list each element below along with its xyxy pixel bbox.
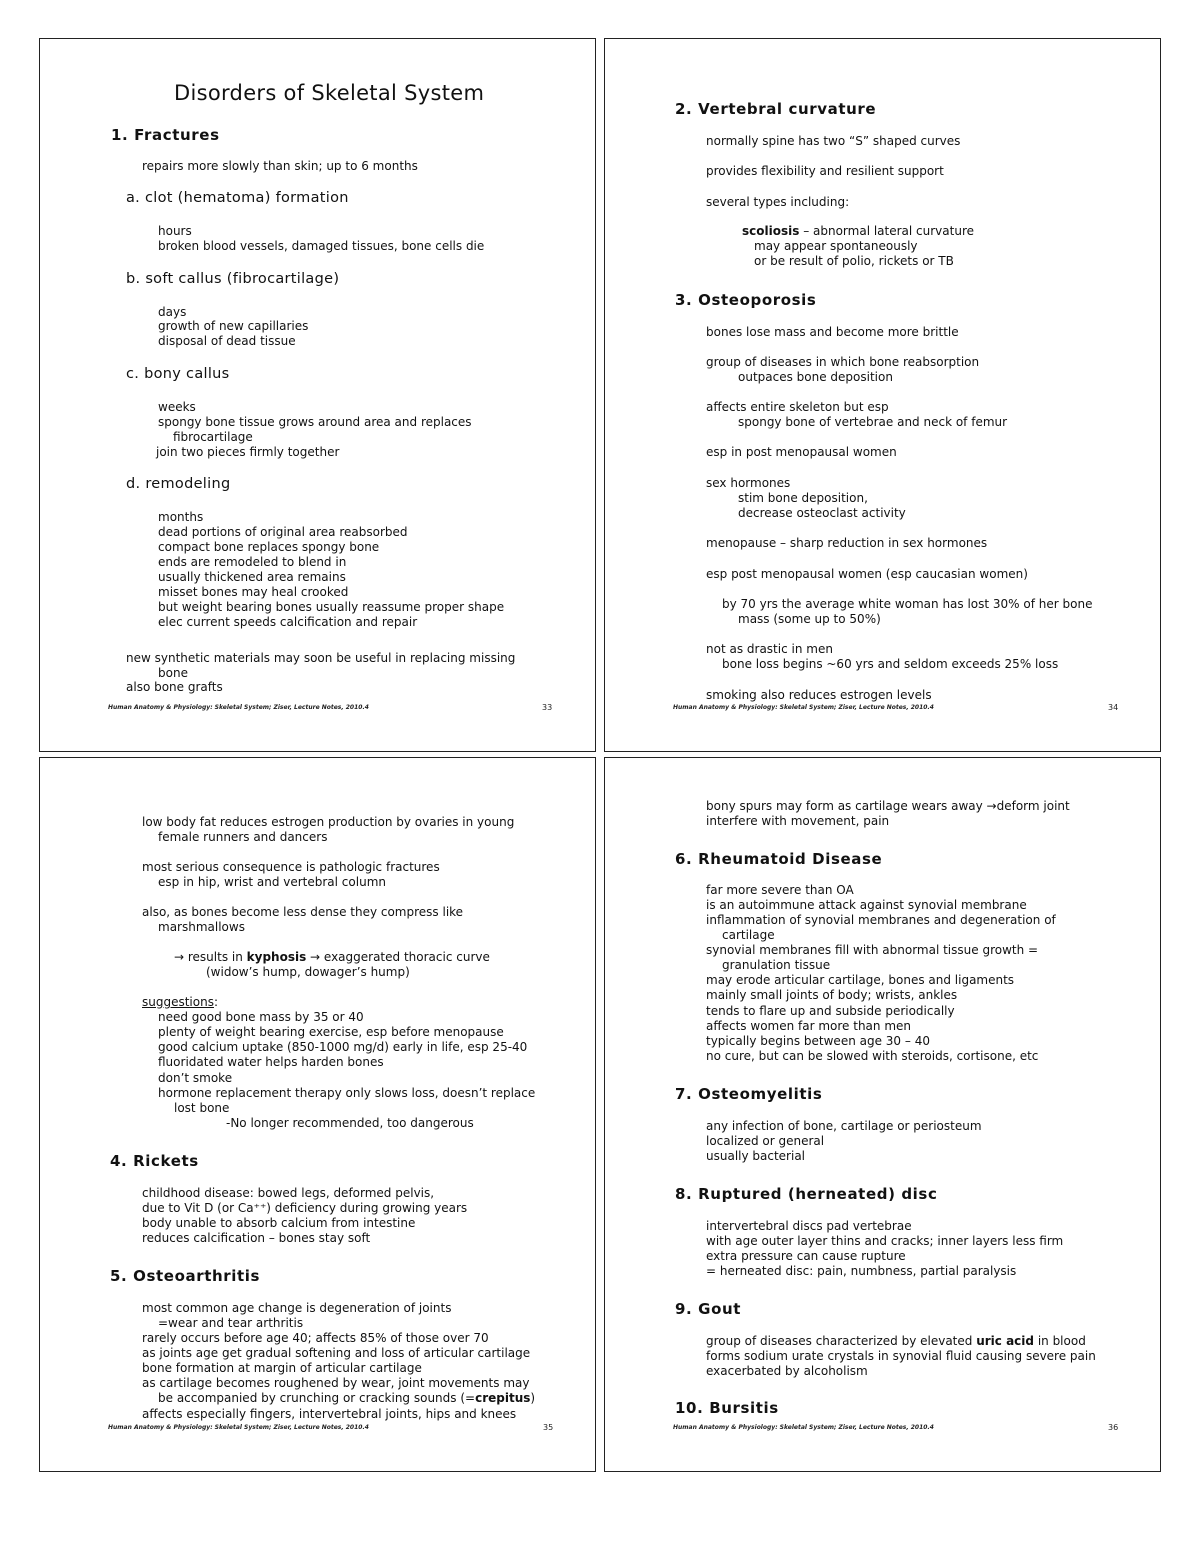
slide-page-36 xyxy=(604,757,1161,1472)
suggestions-text: suggestions xyxy=(142,995,214,1009)
body-text: marshmallows xyxy=(158,920,245,934)
text-after: ) xyxy=(530,1391,536,1405)
body-text: normally spine has two “S” shaped curves xyxy=(706,134,961,148)
term-kyphosis: kyphosis xyxy=(246,950,307,964)
slide-page-35 xyxy=(39,757,596,1472)
term-uric-acid: uric acid xyxy=(976,1334,1034,1348)
body-text: forms sodium urate crystals in synovial fluid causing severe pain xyxy=(706,1349,1096,1363)
body-text: bone xyxy=(158,666,188,680)
section-heading-fractures: 1. Fractures xyxy=(111,126,220,144)
body-text: as joints age get gradual softening and loss of articular cartilage xyxy=(142,1346,531,1360)
subheading-d: d. remodeling xyxy=(126,476,231,492)
body-text: outpaces bone deposition xyxy=(738,370,893,384)
body-text: (widow’s hump, dowager’s hump) xyxy=(206,965,410,979)
section-heading-gout: 9. Gout xyxy=(675,1300,742,1318)
body-text: esp in hip, wrist and vertebral column xyxy=(158,875,386,889)
section-heading-osteoporosis: 3. Osteoporosis xyxy=(675,291,817,309)
body-text: stim bone deposition, xyxy=(738,491,868,505)
body-text: fibrocartilage xyxy=(173,430,253,444)
term-crepitus: crepitus xyxy=(475,1391,531,1405)
subheading-c: c. bony callus xyxy=(126,366,230,382)
body-text: smoking also reduces estrogen levels xyxy=(706,688,932,702)
body-text: = herneated disc: pain, numbness, partial paralysis xyxy=(706,1264,1017,1278)
body-text: granulation tissue xyxy=(722,958,831,972)
section-heading-osteomyelitis: 7. Osteomyelitis xyxy=(675,1085,823,1103)
definition: → exaggerated thoracic curve xyxy=(306,950,490,964)
body-text: as cartilage becomes roughened by wear, joint movements may xyxy=(142,1376,530,1390)
body-text: rarely occurs before age 40; affects 85% of those over 70 xyxy=(142,1331,489,1345)
body-text: weeks xyxy=(158,400,196,414)
section-heading-vertebral-curvature: 2. Vertebral curvature xyxy=(675,100,877,118)
body-text: decrease osteoclast activity xyxy=(738,506,906,520)
body-text: no cure, but can be slowed with steroids, cortisone, etc xyxy=(706,1049,1039,1063)
body-text: spongy bone tissue grows around area and replaces xyxy=(158,415,472,429)
body-text: sex hormones xyxy=(706,476,791,490)
page-number: 34 xyxy=(1108,703,1119,712)
section-heading-osteoarthritis: 5. Osteoarthritis xyxy=(110,1267,261,1285)
body-text: menopause – sharp reduction in sex hormones xyxy=(706,536,988,550)
body-text: female runners and dancers xyxy=(158,830,328,844)
section-heading-rheumatoid-disease: 6. Rheumatoid Disease xyxy=(675,850,883,868)
body-text: mainly small joints of body; wrists, ankles xyxy=(706,988,958,1002)
colon: : xyxy=(213,995,219,1009)
body-text: usually bacterial xyxy=(706,1149,806,1163)
body-text: affects entire skeleton but esp xyxy=(706,400,889,414)
body-text: by 70 yrs the average white woman has lost 30% of her bone xyxy=(722,597,1093,611)
body-text: bone formation at margin of articular cartilage xyxy=(142,1361,422,1375)
body-text-scoliosis xyxy=(742,224,974,239)
body-text: disposal of dead tissue xyxy=(158,334,296,348)
body-text: growth of new capillaries xyxy=(158,319,309,333)
body-text: childhood disease: bowed legs, deformed pelvis, xyxy=(142,1186,435,1200)
body-text: dead portions of original area reabsorbed xyxy=(158,525,408,539)
body-text: any infection of bone, cartilage or periosteum xyxy=(706,1119,982,1133)
body-text: may erode articular cartilage, bones and ligaments xyxy=(706,973,1015,987)
body-text: repairs more slowly than skin; up to 6 months xyxy=(142,159,418,173)
body-text: bones lose mass and become more brittle xyxy=(706,325,959,339)
body-text: interfere with movement, pain xyxy=(706,814,890,828)
body-text: synovial membranes fill with abnormal tissue growth = xyxy=(706,943,1039,957)
body-text: typically begins between age 30 – 40 xyxy=(706,1034,930,1048)
body-text: days xyxy=(158,305,187,319)
footer-citation: Human Anatomy & Physiology: Skeletal System; Ziser, Lecture Notes, 2010.4 xyxy=(673,1424,934,1431)
body-text: most common age change is degeneration of joints xyxy=(142,1301,452,1315)
body-text: due to Vit D (or Ca⁺⁺) deficiency during growing years xyxy=(142,1201,468,1215)
body-text: tends to flare up and subside periodically xyxy=(706,1004,955,1018)
body-text: also, as bones become less dense they compress like xyxy=(142,905,464,919)
body-text: =wear and tear arthritis xyxy=(158,1316,304,1330)
body-text: affects especially fingers, intervertebral joints, hips and knees xyxy=(142,1407,517,1421)
body-text: need good bone mass by 35 or 40 xyxy=(158,1010,364,1024)
body-text: misset bones may heal crooked xyxy=(158,585,349,599)
body-text-gout xyxy=(706,1334,1086,1349)
body-text: -No longer recommended, too dangerous xyxy=(226,1116,474,1130)
definition: – abnormal lateral curvature xyxy=(799,224,975,238)
body-text-kyphosis xyxy=(174,950,490,965)
body-text: hormone replacement therapy only slows loss, doesn’t replace xyxy=(158,1086,536,1100)
body-text: broken blood vessels, damaged tissues, bone cells die xyxy=(158,239,485,253)
slide-page-33 xyxy=(39,38,596,752)
body-text: mass (some up to 50%) xyxy=(738,612,881,626)
body-text: with age outer layer thins and cracks; inner layers less firm xyxy=(706,1234,1064,1248)
body-text: extra pressure can cause rupture xyxy=(706,1249,906,1263)
body-text: bony spurs may form as cartilage wears away →deform joint xyxy=(706,799,1070,813)
text-before: group of diseases characterized by elevated xyxy=(706,1334,977,1348)
body-text: inflammation of synovial membranes and degeneration of xyxy=(706,913,1056,927)
suggestions-label xyxy=(142,995,218,1010)
footer-citation: Human Anatomy & Physiology: Skeletal System; Ziser, Lecture Notes, 2010.4 xyxy=(108,1424,369,1431)
body-text: low body fat reduces estrogen production by ovaries in young xyxy=(142,815,515,829)
arrow-text: → results in xyxy=(174,950,247,964)
footer-citation: Human Anatomy & Physiology: Skeletal System; Ziser, Lecture Notes, 2010.4 xyxy=(108,704,369,711)
slide-page-34 xyxy=(604,38,1161,752)
body-text: ends are remodeled to blend in xyxy=(158,555,347,569)
page-number: 33 xyxy=(542,703,553,712)
body-text: plenty of weight bearing exercise, esp before menopause xyxy=(158,1025,504,1039)
body-text: reduces calcification – bones stay soft xyxy=(142,1231,371,1245)
body-text: hours xyxy=(158,224,192,238)
body-text: or be result of polio, rickets or TB xyxy=(754,254,954,268)
term-scoliosis: scoliosis xyxy=(742,224,800,238)
body-text: but weight bearing bones usually reassume proper shape xyxy=(158,600,505,614)
body-text: months xyxy=(158,510,204,524)
footer-citation: Human Anatomy & Physiology: Skeletal System; Ziser, Lecture Notes, 2010.4 xyxy=(673,704,934,711)
body-text-crepitus xyxy=(158,1391,535,1406)
body-text: far more severe than OA xyxy=(706,883,854,897)
section-heading-ruptured-disc: 8. Ruptured (herneated) disc xyxy=(675,1185,938,1203)
subheading-a: a. clot (hematoma) formation xyxy=(126,190,349,206)
body-text: new synthetic materials may soon be useful in replacing missing xyxy=(126,651,516,665)
body-text: compact bone replaces spongy bone xyxy=(158,540,380,554)
body-text: bone loss begins ~60 yrs and seldom exceeds 25% loss xyxy=(722,657,1059,671)
section-heading-rickets: 4. Rickets xyxy=(110,1152,199,1170)
text-before: be accompanied by crunching or cracking sounds (= xyxy=(158,1391,476,1405)
body-text: is an autoimmune attack against synovial membrane xyxy=(706,898,1027,912)
body-text: provides flexibility and resilient support xyxy=(706,164,944,178)
text-after: in blood xyxy=(1034,1334,1086,1348)
body-text: exacerbated by alcoholism xyxy=(706,1364,868,1378)
body-text: esp in post menopausal women xyxy=(706,445,897,459)
body-text: affects women far more than men xyxy=(706,1019,912,1033)
body-text: don’t smoke xyxy=(158,1071,233,1085)
body-text: most serious consequence is pathologic fractures xyxy=(142,860,440,874)
body-text: group of diseases in which bone reabsorption xyxy=(706,355,980,369)
page-number: 36 xyxy=(1108,1423,1119,1432)
body-text: elec current speeds calcification and repair xyxy=(158,615,418,629)
body-text: lost bone xyxy=(174,1101,230,1115)
body-text: also bone grafts xyxy=(126,680,223,694)
body-text: not as drastic in men xyxy=(706,642,833,656)
section-heading-bursitis: 10. Bursitis xyxy=(675,1399,779,1417)
body-text: may appear spontaneously xyxy=(754,239,918,253)
body-text: good calcium uptake (850-1000 mg/d) early in life, esp 25-40 xyxy=(158,1040,528,1054)
page-number: 35 xyxy=(543,1423,554,1432)
page-title: Disorders of Skeletal System xyxy=(174,81,485,105)
body-text: intervertebral discs pad vertebrae xyxy=(706,1219,912,1233)
body-text: usually thickened area remains xyxy=(158,570,346,584)
body-text: body unable to absorb calcium from intestine xyxy=(142,1216,416,1230)
body-text: spongy bone of vertebrae and neck of femur xyxy=(738,415,1008,429)
body-text: fluoridated water helps harden bones xyxy=(158,1055,384,1069)
body-text: several types including: xyxy=(706,195,850,209)
body-text: join two pieces firmly together xyxy=(156,445,340,459)
body-text: cartilage xyxy=(722,928,775,942)
subheading-b: b. soft callus (fibrocartilage) xyxy=(126,271,340,287)
body-text: localized or general xyxy=(706,1134,825,1148)
body-text: esp post menopausal women (esp caucasian women) xyxy=(706,567,1028,581)
